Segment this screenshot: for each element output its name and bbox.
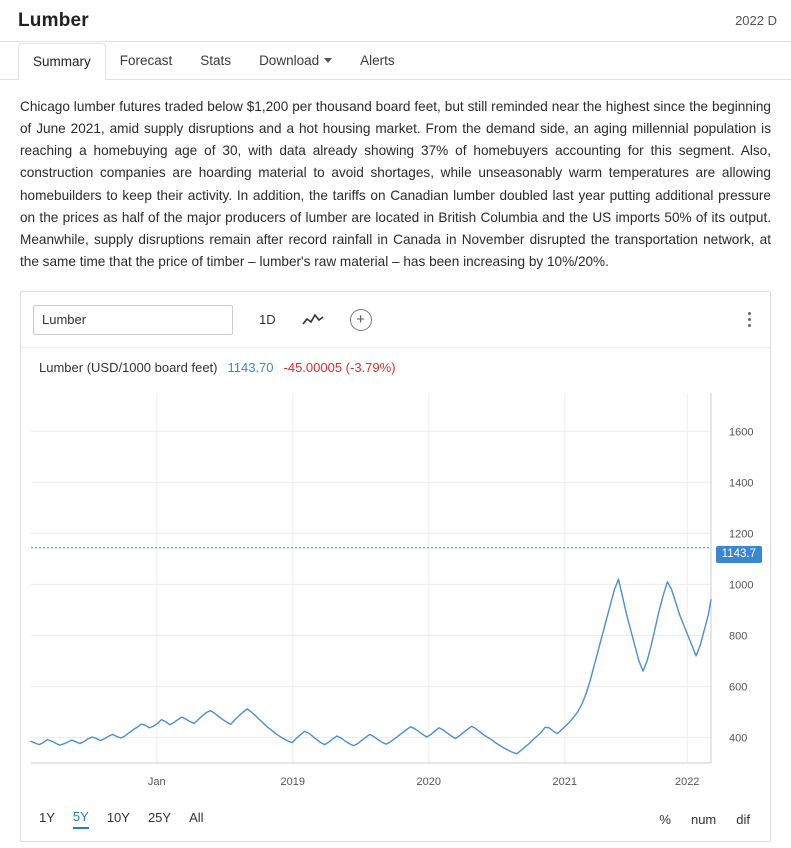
plus-circle-icon[interactable]: + bbox=[350, 309, 372, 331]
range-25y[interactable]: 25Y bbox=[147, 810, 172, 826]
series-legend bbox=[21, 348, 770, 375]
header-date: 2022 D bbox=[735, 13, 777, 28]
page-title: Lumber bbox=[18, 9, 89, 31]
chart-plot-area[interactable] bbox=[21, 381, 770, 801]
article-body: Chicago lumber futures traded below $1,200 per thousand board feet, but still reminded near the highest since the beginning of June 2021, amid supply disruptions and a hot housing market. From the demand side, an aging millennial population is reaching a homebuying age of 30, with data already showing 37% of homebuyers accounting for this segment. Also, construction companies are hoarding material to avoid shortages, while unseasonably warm temperatures are allowing homebuilders to keep their activity. In addition, the tariffs on Canadian lumber doubled last year putting additional pressure on the prices as half of the major producers of lumber are located in British Columbia and the US imports 50% of its output. Meanwhile, supply disruptions remain after record rainfall in Canada in November disrupted the transportation network, at the same time that the price of timber – lumber's raw material – has been increasing by 10%/20%. bbox=[20, 99, 771, 270]
price-chart-svg bbox=[21, 381, 768, 801]
svg-text:2019: 2019 bbox=[280, 776, 306, 789]
line-chart-icon[interactable] bbox=[302, 313, 324, 327]
tab-forecast-label: Forecast bbox=[119, 53, 173, 68]
interval-button[interactable]: 1D bbox=[259, 312, 276, 328]
svg-text:1000: 1000 bbox=[729, 579, 754, 592]
svg-text:800: 800 bbox=[729, 630, 748, 643]
svg-text:Jan: Jan bbox=[147, 776, 166, 789]
tab-stats[interactable] bbox=[186, 43, 245, 80]
svg-text:600: 600 bbox=[729, 681, 748, 694]
tab-alerts[interactable] bbox=[346, 43, 409, 80]
series-last-value: 1143.70 bbox=[227, 360, 274, 376]
svg-text:2021: 2021 bbox=[552, 776, 578, 789]
svg-text:2022: 2022 bbox=[674, 776, 700, 789]
tab-summary[interactable] bbox=[18, 43, 106, 80]
series-name: Lumber (USD/1000 board feet) bbox=[39, 360, 218, 376]
range-5y[interactable]: 5Y bbox=[73, 809, 89, 829]
option-percent[interactable]: % bbox=[659, 811, 671, 827]
chart-display-options bbox=[659, 812, 758, 827]
option-dif[interactable]: dif bbox=[736, 811, 750, 827]
chart-toolbar bbox=[21, 292, 770, 348]
svg-text:1400: 1400 bbox=[729, 477, 754, 490]
range-1y[interactable]: 1Y bbox=[39, 810, 55, 826]
option-num[interactable]: num bbox=[690, 811, 717, 827]
chart-card bbox=[20, 291, 771, 842]
page-header bbox=[0, 0, 791, 42]
series-change: -45.00005 (-3.79%) bbox=[283, 360, 396, 376]
chart-footer bbox=[21, 801, 770, 841]
tab-bar bbox=[0, 42, 791, 80]
symbol-input[interactable] bbox=[33, 305, 233, 335]
range-10y[interactable]: 10Y bbox=[106, 810, 130, 826]
svg-text:2020: 2020 bbox=[416, 776, 442, 789]
chevron-down-icon bbox=[324, 58, 332, 63]
price-marker-label: 1143.7 bbox=[716, 546, 762, 564]
svg-text:1600: 1600 bbox=[729, 426, 754, 439]
tab-stats-label: Stats bbox=[200, 53, 232, 68]
kebab-menu-icon[interactable] bbox=[742, 312, 760, 327]
tab-forecast[interactable] bbox=[106, 43, 187, 80]
range-all[interactable]: All bbox=[189, 810, 204, 826]
tab-download[interactable] bbox=[245, 43, 346, 80]
svg-text:400: 400 bbox=[729, 732, 748, 745]
tab-alerts-label: Alerts bbox=[360, 53, 395, 68]
tab-summary-label: Summary bbox=[33, 54, 91, 69]
tab-download-label: Download bbox=[259, 53, 320, 68]
svg-text:1200: 1200 bbox=[729, 528, 754, 541]
